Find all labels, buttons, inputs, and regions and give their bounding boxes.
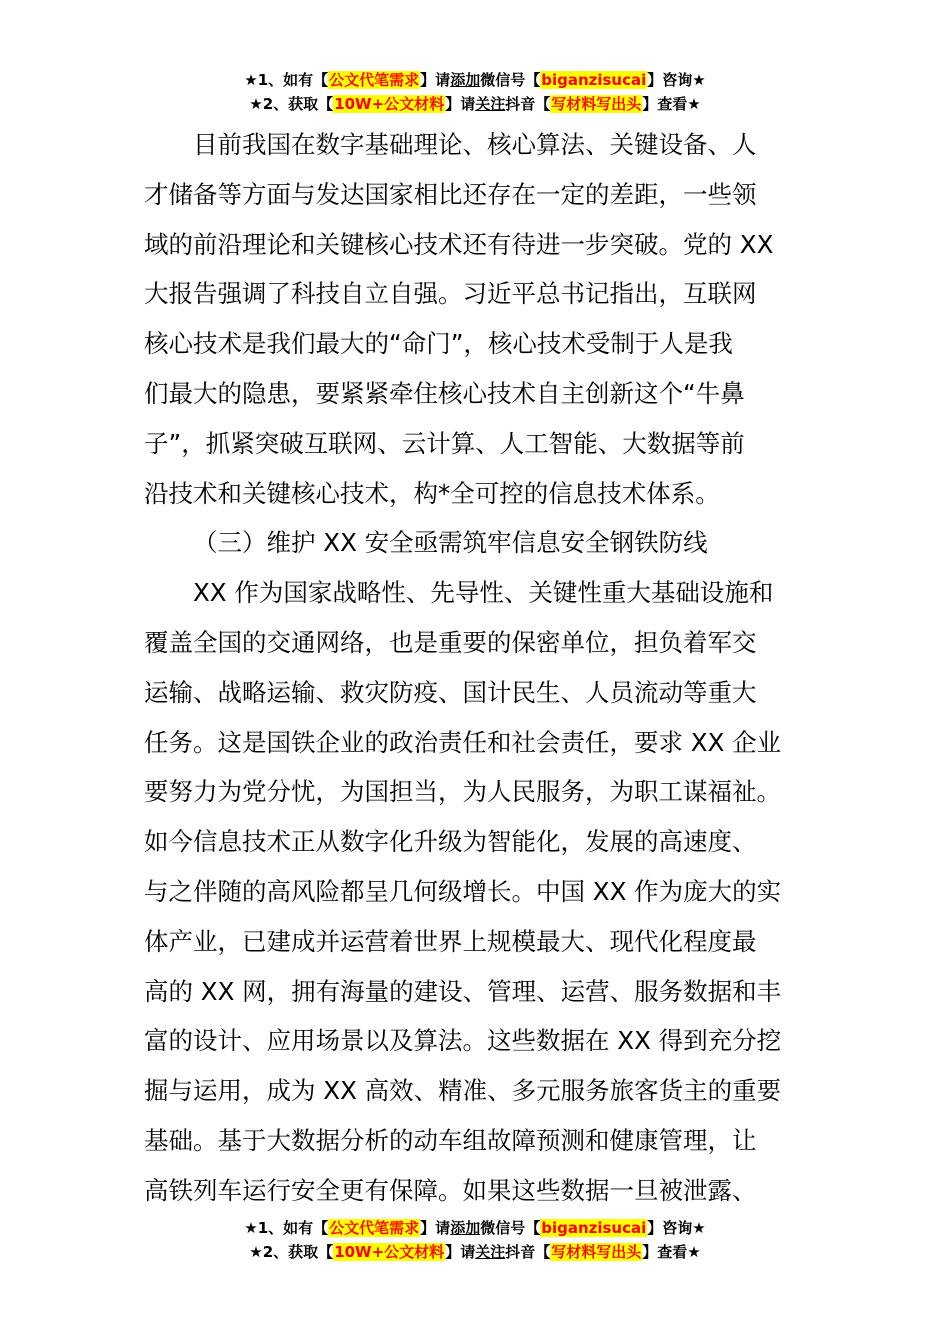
- paragraph-line: 核心技术是我们最大的“命门”，核心技术受制于人是我: [144, 329, 733, 359]
- banner-text: 】请: [420, 1219, 451, 1237]
- banner-text: ★1、如有【: [244, 1219, 329, 1237]
- banner-text: 抖音【: [505, 95, 551, 113]
- highlight-douyin-account: 写材料写出头: [551, 1243, 642, 1261]
- banner-underlined-text: 添加: [450, 71, 481, 89]
- paragraph-line: 才储备等方面与发达国家相比还存在一定的差距，一些领: [144, 179, 757, 209]
- banner-text: 微信号【: [480, 1219, 541, 1237]
- paragraph-line: 高的 XX 网，拥有海量的建设、管理、运营、服务数据和丰: [144, 976, 782, 1006]
- banner-line-2: [0, 1240, 950, 1264]
- paragraph-line: 大报告强调了科技自立自强。习近平总书记指出，互联网: [144, 279, 757, 309]
- banner-line-1: [0, 68, 950, 92]
- banner-line-1: [0, 1216, 950, 1240]
- banner-text: 】请: [445, 1243, 476, 1261]
- highlight-materials: 10W+公文材料: [334, 95, 445, 113]
- banner-text: 微信号【: [480, 71, 541, 89]
- paragraph-line: 高铁列车运行安全更有保障。如果这些数据一旦被泄露、: [144, 1175, 757, 1205]
- banner-text: 】咨询★: [647, 1219, 706, 1237]
- paragraph-line: 沿技术和关键核心技术，构*全可控的信息技术体系。: [144, 478, 720, 508]
- paragraph-line: XX 作为国家战略性、先导性、关键性重大基础设施和: [193, 578, 774, 608]
- banner-text: ★2、获取【: [249, 1243, 334, 1261]
- banner-text: 抖音【: [505, 1243, 551, 1261]
- highlight-wechat-id: biganzisucai: [541, 71, 647, 89]
- banner-text: 】查看★: [642, 1243, 701, 1261]
- banner-text: 】查看★: [642, 95, 701, 113]
- paragraph-line: 域的前沿理论和关键核心技术还有待进一步突破。党的 XX: [144, 229, 774, 259]
- paragraph-line: 覆盖全国的交通网络，也是重要的保密单位，担负着军交: [144, 627, 757, 657]
- header-banner: [0, 68, 950, 116]
- paragraph-line: 如今信息技术正从数字化升级为智能化，发展的高速度、: [144, 827, 757, 857]
- banner-line-2: [0, 92, 950, 116]
- paragraph-line: 任务。这是国铁企业的政治责任和社会责任，要求 XX 企业: [144, 727, 782, 757]
- paragraph-line: 子”，抓紧突破互联网、云计算、人工智能、大数据等前: [144, 428, 745, 458]
- paragraph-line: 要努力为党分忧，为国担当，为人民服务，为职工谋福祉。: [144, 777, 781, 807]
- paragraph-line: 与之伴随的高风险都呈几何级增长。中国 XX 作为庞大的实: [144, 876, 782, 906]
- highlight-wechat-id: biganzisucai: [541, 1219, 647, 1237]
- paragraph-line: 目前我国在数字基础理论、核心算法、关键设备、人: [193, 130, 757, 159]
- banner-text: 】请: [420, 71, 451, 89]
- highlight-service: 公文代笔需求: [329, 71, 420, 89]
- banner-text: 】请: [445, 95, 476, 113]
- paragraph-line: 掘与运用，成为 XX 高效、精准、多元服务旅客货主的重要: [144, 1076, 782, 1106]
- highlight-materials: 10W+公文材料: [334, 1243, 445, 1261]
- banner-text: ★1、如有【: [244, 71, 329, 89]
- banner-underlined-text: 关注: [475, 95, 506, 113]
- document-body: [144, 120, 806, 1216]
- banner-underlined-text: 关注: [475, 1243, 506, 1261]
- paragraph-line: 基础。基于大数据分析的动车组故障预测和健康管理，让: [144, 1125, 757, 1155]
- paragraph-line: 运输、战略运输、救灾防疫、国计民生、人员流动等重大: [144, 677, 757, 707]
- banner-underlined-text: 添加: [450, 1219, 481, 1237]
- section-heading: （三）维护 XX 安全亟需筑牢信息安全钢铁防线: [193, 528, 708, 558]
- banner-text: 】咨询★: [647, 71, 706, 89]
- banner-text: ★2、获取【: [249, 95, 334, 113]
- highlight-douyin-account: 写材料写出头: [551, 95, 642, 113]
- paragraph-line: 体产业，已建成并运营着世界上规模最大、现代化程度最: [144, 926, 757, 956]
- highlight-service: 公文代笔需求: [329, 1219, 420, 1237]
- footer-banner: [0, 1216, 950, 1264]
- paragraph-line: 们最大的隐患，要紧紧牵住核心技术自主创新这个“牛鼻: [144, 378, 745, 408]
- paragraph-line: 富的设计、应用场景以及算法。这些数据在 XX 得到充分挖: [144, 1026, 782, 1056]
